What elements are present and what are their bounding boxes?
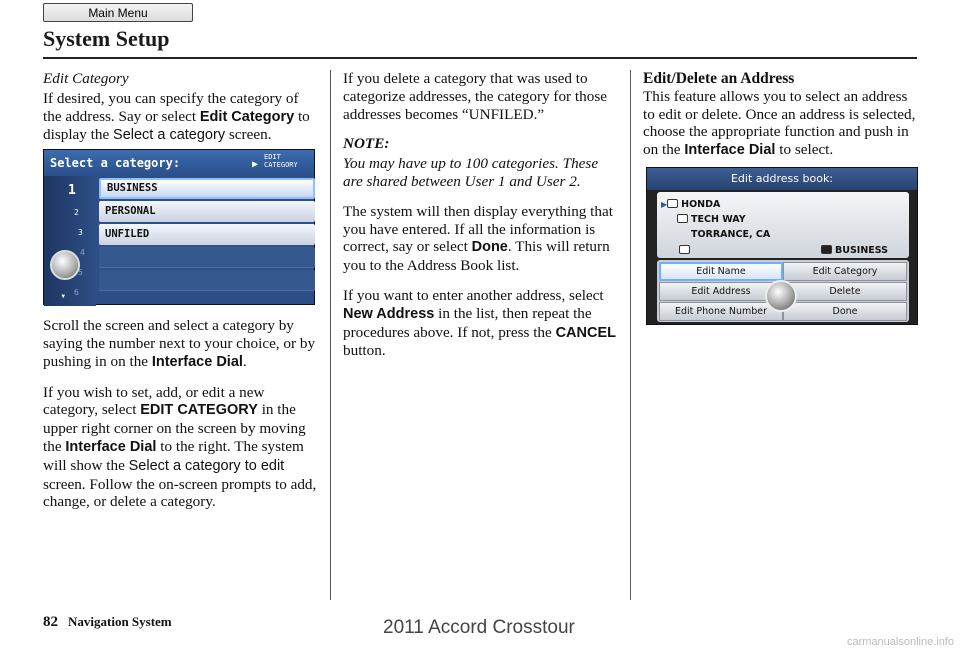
- edit-name-button: Edit Name: [659, 262, 783, 281]
- list-item: BUSINESS: [99, 178, 315, 199]
- text: screen. Follow the on-screen prompts to add, change, or delete a category.: [43, 475, 317, 511]
- edit-address-book-screenshot: [646, 167, 918, 325]
- item-number: 3: [78, 228, 83, 238]
- text: in the upper right corner on the screen by moving the: [43, 401, 306, 455]
- paragraph-edit: [43, 384, 318, 512]
- column-2: [343, 70, 619, 372]
- text: This feature allows you to select an address to edit or delete. Once an address is selected, choose the appropriate function and push in on the: [643, 87, 916, 159]
- term-edit-category-caps: EDIT CATEGORY: [140, 402, 258, 419]
- category-icon: [821, 245, 832, 254]
- text: If you wish to set, add, or edit a new category, select: [43, 383, 265, 419]
- screen-header: [44, 150, 314, 176]
- text: screen.: [225, 126, 272, 144]
- text: to display the: [43, 107, 310, 144]
- item-number: 5: [78, 268, 83, 278]
- title-divider: [43, 57, 917, 59]
- list-item-empty: [99, 247, 315, 268]
- edit-address-button: Edit Address: [659, 282, 783, 301]
- address-city: TORRANCE, CA: [691, 228, 771, 240]
- phone-icon: [679, 242, 693, 260]
- term-interface-dial: Interface Dial: [151, 353, 243, 370]
- done-button: Done: [783, 302, 907, 321]
- term-interface-dial: Interface Dial: [684, 142, 776, 159]
- main-menu-button[interactable]: Main Menu: [43, 3, 193, 22]
- screen-title: Select a category:: [50, 156, 181, 171]
- down-label: [56, 288, 70, 324]
- text: The system will then display everything that you have entered. If all the information is correct, say or select: [343, 202, 613, 256]
- screen-title: Edit address book:: [647, 168, 917, 190]
- term-select-category: Select a category: [113, 127, 226, 144]
- paragraph-edit-delete: [643, 88, 918, 160]
- text: button.: [343, 342, 386, 360]
- category-list: [99, 178, 315, 293]
- text: If desired, you can specify the category of the address. Say or select: [43, 89, 299, 125]
- edit-phone-number-button: Edit Phone Number: [659, 302, 783, 321]
- text: to select.: [775, 141, 834, 159]
- name-icon: [667, 199, 678, 208]
- page-footer: [43, 614, 172, 631]
- column-3: [643, 70, 918, 325]
- note-text: You may have up to 100 categories. These are shared between User 1 and User 2.: [343, 155, 599, 190]
- item-number: 1: [68, 183, 76, 199]
- item-number: 4: [80, 248, 85, 258]
- edit-category-button: EDIT CATEGORY: [264, 153, 298, 170]
- text: to the right. The system will show the: [43, 437, 304, 474]
- term-done: Done: [471, 239, 508, 256]
- down-arrow-icon: ▼: [61, 293, 66, 301]
- term-new-address: New Address: [343, 305, 435, 322]
- right-arrow-icon: ▶: [252, 159, 259, 171]
- text: .: [242, 352, 247, 370]
- column-divider-2: [630, 70, 631, 600]
- model-name: 2011 Accord Crosstour: [383, 617, 575, 638]
- term-interface-dial: Interface Dial: [65, 438, 157, 455]
- street-icon: [677, 214, 688, 223]
- delete-button: Delete: [783, 282, 907, 301]
- address-card: [657, 192, 909, 258]
- column-divider-1: [330, 70, 331, 600]
- edit-category-button: Edit Category: [783, 262, 907, 281]
- name-text: HONDA: [681, 198, 721, 210]
- page-title: System Setup: [43, 26, 170, 51]
- term-cancel: CANCEL: [555, 324, 616, 341]
- select-category-screenshot: [43, 149, 315, 318]
- section-name: Navigation System: [68, 614, 172, 629]
- section-heading-edit-delete: Edit/Delete an Address: [643, 70, 795, 87]
- list-item: PERSONAL: [99, 201, 315, 222]
- text: Scroll the screen and select a category by saying the number next to your choice, or by pushing in on the: [43, 317, 316, 370]
- page-number: 82: [43, 614, 58, 630]
- item-number: 2: [74, 208, 79, 218]
- list-item-empty: [99, 270, 315, 291]
- paragraph-done: [343, 203, 619, 275]
- text: . This will return you to the Address Book list.: [343, 238, 610, 275]
- category-text: BUSINESS: [835, 244, 889, 256]
- term-select-category-to-edit: Select a category to edit: [128, 457, 285, 474]
- paragraph-intro: [43, 90, 318, 145]
- term-edit-category: Edit Category: [199, 108, 295, 125]
- watermark: carmanualsonline.info: [846, 636, 954, 648]
- column-1: [43, 70, 318, 523]
- text: in the list, then repeat the procedures above. If not, press the: [343, 304, 592, 341]
- item-number: 6: [74, 288, 79, 298]
- text: If you want to enter another address, select: [343, 286, 604, 304]
- interface-dial-icon: [50, 250, 80, 280]
- interface-dial-icon: [765, 280, 797, 312]
- address-category: [821, 242, 888, 260]
- paragraph-delete-note: If you delete a category that was used to categorize addresses, the category for those addresses becomes “UNFILED.”: [343, 70, 607, 123]
- paragraph-scroll: [43, 317, 318, 371]
- dial-panel: [44, 176, 96, 318]
- down-text: DOWN: [56, 310, 71, 318]
- list-item: UNFILED: [99, 224, 315, 245]
- note-label: NOTE:: [343, 135, 390, 153]
- street-text: TECH WAY: [691, 213, 746, 225]
- section-heading-edit-category: Edit Category: [43, 70, 129, 87]
- paragraph-new-address: [343, 287, 619, 360]
- play-arrow-icon: ▶: [661, 199, 668, 209]
